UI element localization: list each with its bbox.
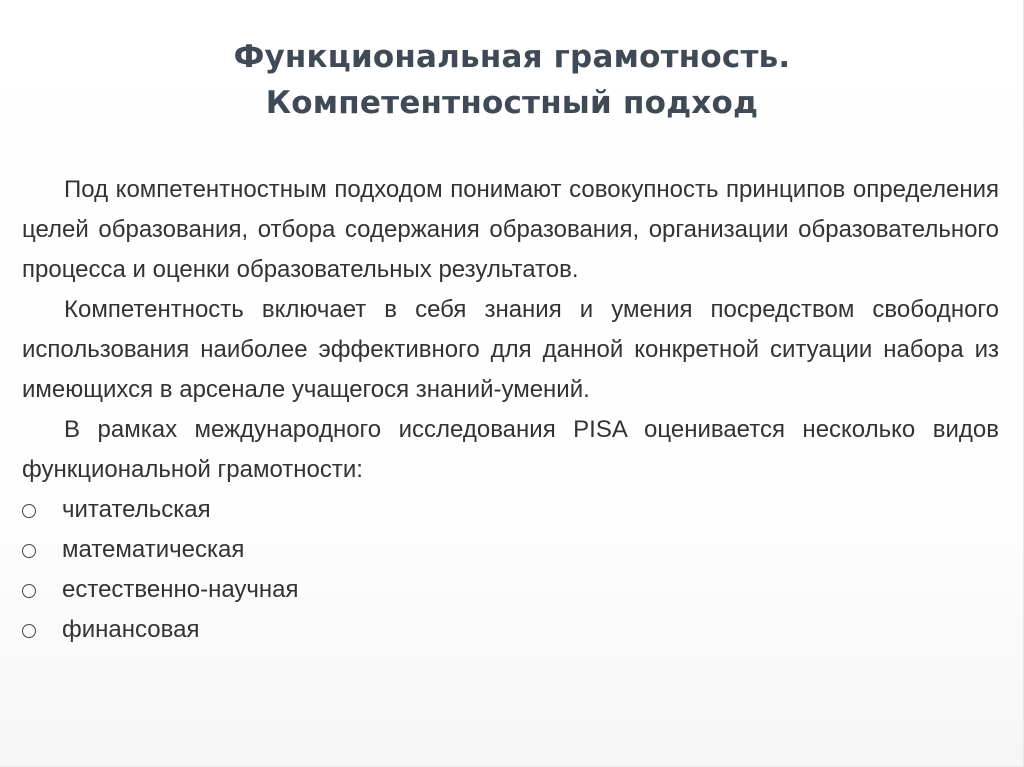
circle-bullet-icon [22,544,36,558]
list-item-label: финансовая [62,616,200,643]
slide-title [0,34,1024,126]
list-item [22,490,999,530]
paragraph-pisa: В рамках международного исследования PISA оценивается несколько видов функциональной грамотности: [22,416,999,483]
list-item-label: читательская [62,496,211,523]
list-item-label: естественно-научная [62,576,299,603]
list-item [22,570,999,610]
slide-title-line-1: Функциональная грамотность. [233,39,791,75]
circle-bullet-icon [22,584,36,598]
list-item [22,530,999,570]
slide-body [22,170,999,650]
slide-title-line-2: Компетентностный подход [265,85,759,121]
circle-bullet-icon [22,504,36,518]
circle-bullet-icon [22,624,36,638]
literacy-types-list [22,490,999,650]
paragraph-competence: Компетентность включает в себя знания и умения посредством свободного использования наиболее эффективного для данной конкретной ситуации набора из имеющихся в арсенале учащегося знаний-умений. [22,296,999,403]
list-item [22,610,999,650]
paragraph-definition: Под компетентностным подходом понимают совокупность принципов определения целей образования, отбора содержания образования, организации образовательного процесса и оценки образовательных результатов. [22,176,999,283]
list-item-label: математическая [62,536,245,563]
